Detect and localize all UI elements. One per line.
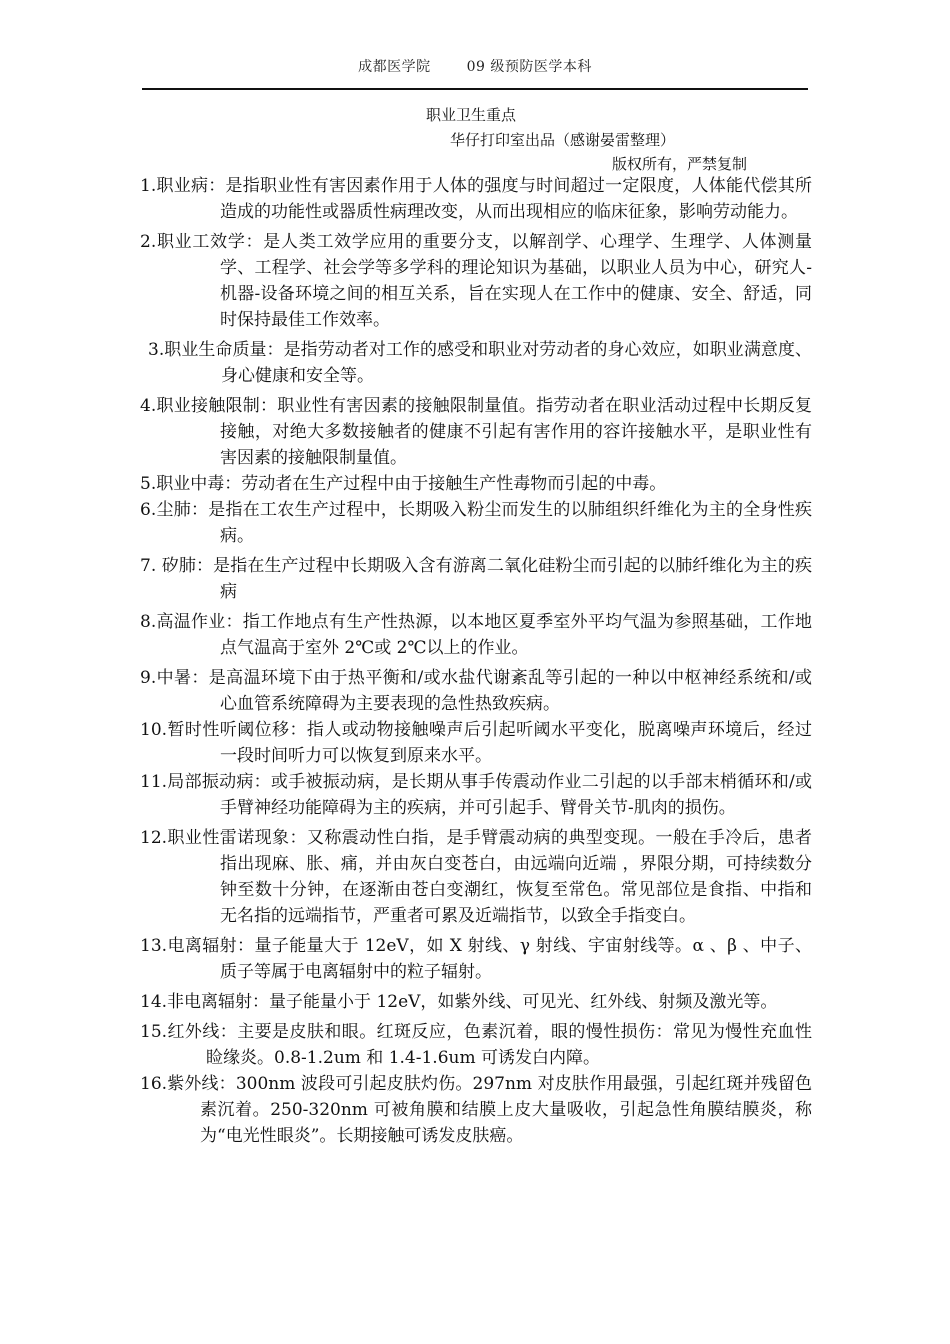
definition-entry-12: 12.职业性雷诺现象：又称震动性白指，是手臂震动病的典型变现。一般在手冷后，患者指出现麻、胀、痛，并由灰白变苍白，由远端向近端 ，界限分期，可持续数分钟至数十分钟，在逐渐由苍白变潮红，恢复至常色。常见部位是食指、中指和无名指的远端指节，严重者可累及近端指节，以致全手指变白。 bbox=[140, 828, 812, 926]
definition-entry-10: 10.暂时性听阈位移：指人或动物接触噪声后引起听阈水平变化，脱离噪声环境后，经过一段时间听力可以恢复到原来水平。 bbox=[140, 720, 812, 766]
header-class: 09 级预防医学本科 bbox=[466, 59, 592, 75]
definition-entry-4: 4.职业接触限制：职业性有害因素的接触限制量值。指劳动者在职业活动过程中长期反复接触，对绝大多数接触者的健康不引起有害作用的容许接触水平，是职业性有害因素的接触限制量值。 bbox=[140, 396, 812, 468]
definition-list bbox=[140, 173, 812, 1149]
definition-entry-14: 14.非电离辐射：量子能量小于 12eV，如紫外线、可见光、红外线、射频及激光等。 bbox=[140, 992, 778, 1012]
document-subtitle: 华仔打印室出品（感谢晏雷整理） bbox=[450, 131, 676, 149]
header-divider bbox=[142, 88, 808, 90]
page-header bbox=[0, 56, 950, 76]
definition-entry-8: 8.高温作业：指工作地点有生产性热源，以本地区夏季室外平均气温为参照基础，工作地点气温高于室外 2℃或 2℃以上的作业。 bbox=[140, 612, 812, 658]
definition-entry-1: 1.职业病：是指职业性有害因素作用于人体的强度与时间超过一定限度，人体能代偿其所造成的功能性或器质性病理改变，从而出现相应的临床征象，影响劳动能力。 bbox=[140, 176, 812, 222]
definition-entry-3: 3.职业生命质量：是指劳动者对工作的感受和职业对劳动者的身心效应，如职业满意度、身心健康和安全等。 bbox=[148, 340, 812, 386]
definition-entry-6: 6.尘肺：是指在工农生产过程中，长期吸入粉尘而发生的以肺组织纤维化为主的全身性疾病。 bbox=[140, 500, 812, 546]
definition-entry-11: 11.局部振动病：或手被振动病，是长期从事手传震动作业二引起的以手部末梢循环和/或手臂神经功能障碍为主的疾病，并可引起手、臂骨关节-肌肉的损伤。 bbox=[140, 772, 812, 818]
definition-entry-9: 9.中暑：是高温环境下由于热平衡和/或水盐代谢紊乱等引起的一种以中枢神经系统和/或心血管系统障碍为主要表现的急性热致疾病。 bbox=[140, 668, 812, 714]
document-title: 职业卫生重点 bbox=[426, 106, 517, 124]
definition-entry-16: 16.紫外线：300nm 波段可引起皮肤灼伤。297nm 对皮肤作用最强，引起红斑并残留色素沉着。250-320nm 可被角膜和结膜上皮大量吸收，引起急性角膜结膜炎，称为“电光性眼炎”。长期接触可诱发皮肤癌。 bbox=[140, 1074, 812, 1146]
definition-entry-2: 2.职业工效学：是人类工效学应用的重要分支，以解剖学、心理学、生理学、人体测量学、工程学、社会学等多学科的理论知识为基础，以职业人员为中心，研究人-机器-设备环境之间的相互关系，旨在实现人在工作中的健康、安全、舒适，同时保持最佳工作效率。 bbox=[140, 232, 812, 330]
header-school: 成都医学院 bbox=[358, 59, 431, 75]
copyright-notice: 版权所有，严禁复制 bbox=[612, 155, 748, 173]
definition-entry-7: 7. 矽肺：是指在生产过程中长期吸入含有游离二氧化硅粉尘而引起的以肺纤维化为主的疾病 bbox=[140, 556, 812, 602]
definition-entry-13: 13.电离辐射：量子能量大于 12eV，如 X 射线、γ 射线、宇宙射线等。α 、β 、中子、质子等属于电离辐射中的粒子辐射。 bbox=[140, 936, 812, 982]
definition-entry-15: 15.红外线：主要是皮肤和眼。红斑反应，色素沉着，眼的慢性损伤：常见为慢性充血性睑缘炎。0.8-1.2um 和 1.4-1.6um 可诱发白内障。 bbox=[140, 1022, 812, 1068]
definition-entry-5: 5.职业中毒：劳动者在生产过程中由于接触生产性毒物而引起的中毒。 bbox=[140, 474, 667, 494]
